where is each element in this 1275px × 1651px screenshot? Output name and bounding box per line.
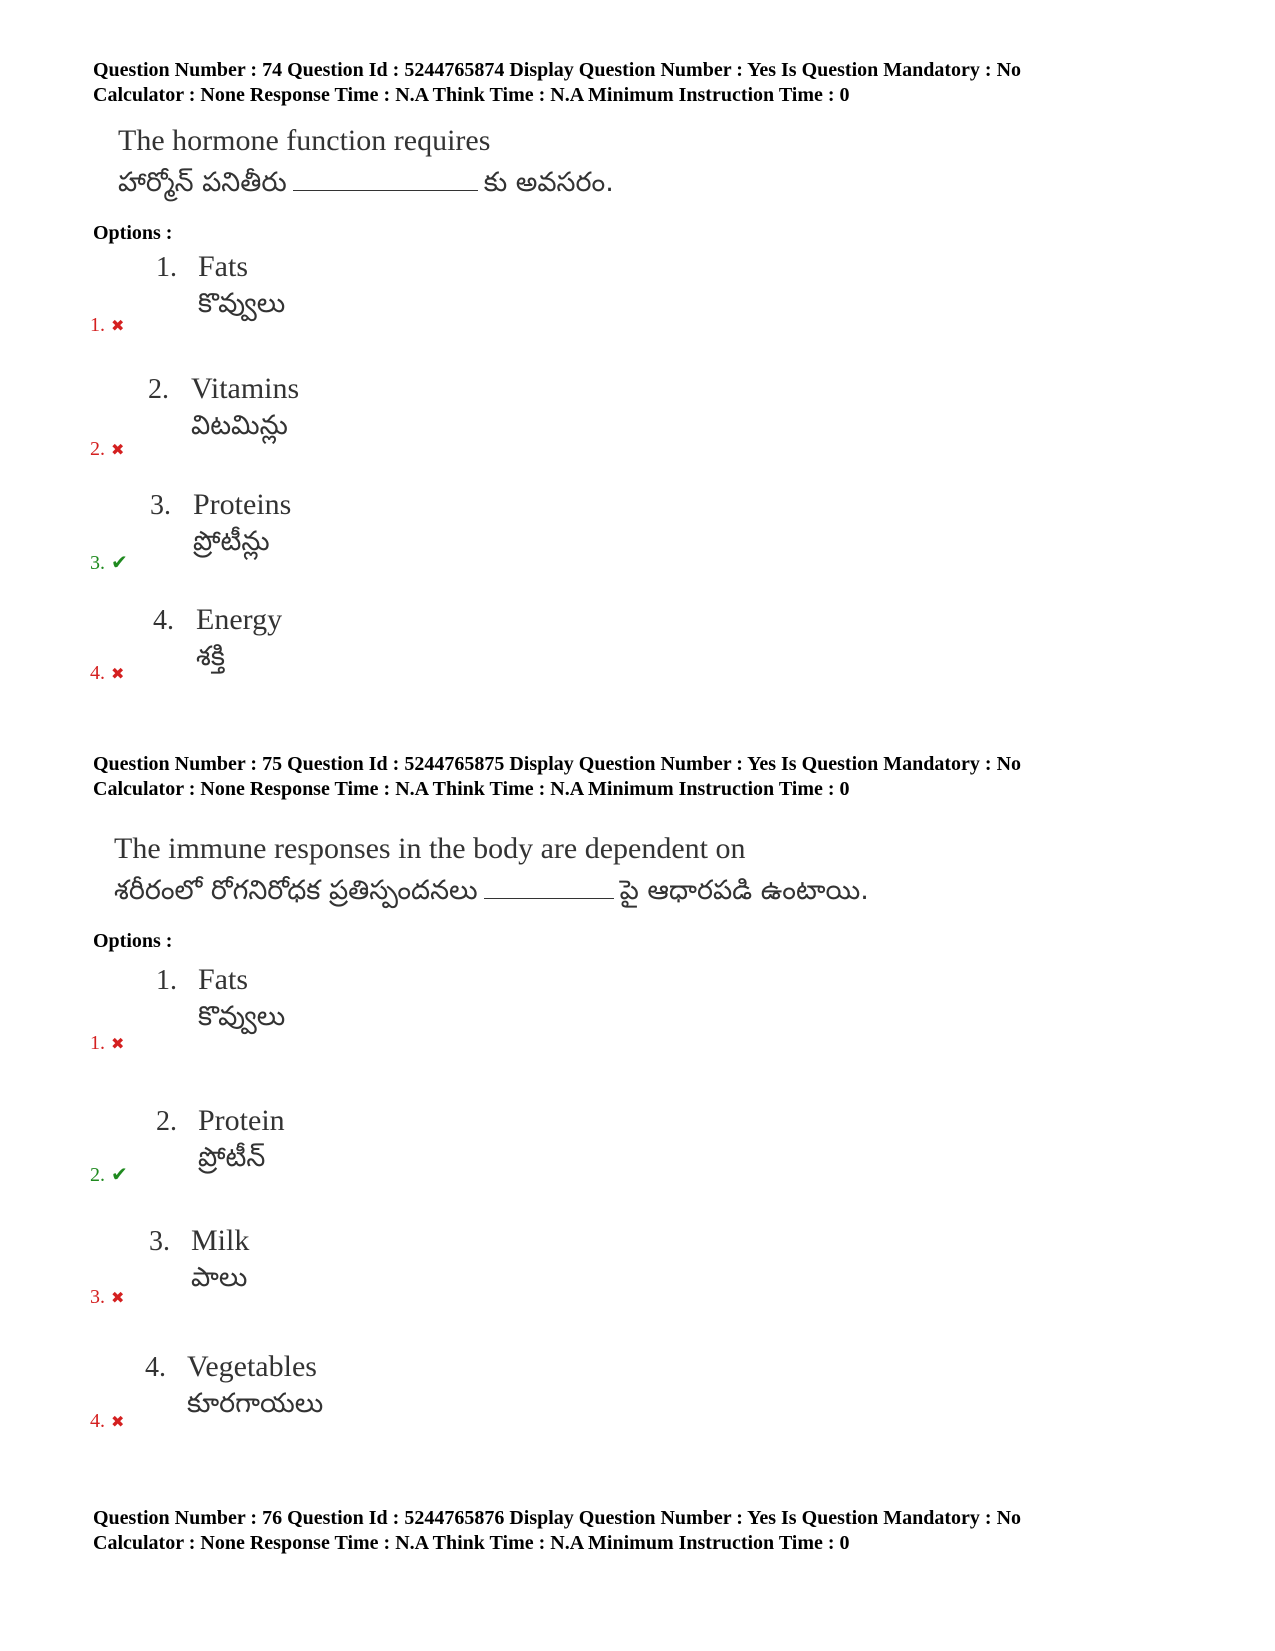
wrong-cross-icon: ✖ (111, 318, 125, 335)
option-text-telugu: కొవ్వులు (198, 1001, 286, 1032)
option-result: 2. ✖ (90, 438, 125, 460)
wrong-cross-icon: ✖ (111, 1414, 125, 1431)
answer-blank (484, 868, 614, 899)
question-74-header (93, 58, 1021, 108)
question-text-telugu-after: పై ఆధారపడి ఉంటాయి. (619, 875, 869, 906)
question-text-telugu-before: శరీరంలో రోగనిరోధక ప్రతిస్పందనలు (114, 875, 478, 906)
option-text-telugu: ప్రోటీన్ (198, 1142, 266, 1173)
wrong-cross-icon: ✖ (111, 1036, 125, 1053)
option-text-english: Fats (198, 963, 249, 996)
option-number: 1. (156, 965, 177, 996)
question-header-line2: Calculator : None Response Time : N.A Think Time : N.A Minimum Instruction Time : 0 (93, 778, 850, 800)
question-text-english: The immune responses in the body are dependent on (114, 832, 746, 865)
option-text-telugu: ప్రోటీన్లు (193, 526, 270, 557)
question-text-telugu (118, 160, 614, 202)
question-75-header (93, 752, 1021, 802)
option-text-telugu: కూరగాయలు (187, 1388, 324, 1419)
option-number: 2. (156, 1106, 177, 1137)
wrong-cross-icon: ✖ (111, 666, 125, 683)
option-result: 4. ✖ (90, 662, 125, 684)
option-result: 4. ✖ (90, 1410, 125, 1432)
question-header-line1: Question Number : 76 Question Id : 5244765876 Display Question Number : Yes Is Question Mandatory : No (93, 1507, 1022, 1529)
option-number: 4. (145, 1352, 166, 1383)
question-text-telugu-after: కు అవసరం. (483, 167, 614, 198)
option-text-english: Vitamins (191, 372, 300, 405)
question-header-line2: Calculator : None Response Time : N.A Think Time : N.A Minimum Instruction Time : 0 (93, 1532, 850, 1554)
option-number: 4. (153, 605, 174, 636)
option-number: 1. (156, 252, 177, 283)
option-number: 3. (149, 1226, 170, 1257)
wrong-cross-icon: ✖ (111, 1290, 125, 1307)
option-text-telugu: శక్తి (196, 641, 225, 672)
option-text-english: Fats (198, 250, 249, 283)
correct-check-icon: ✔ (111, 552, 128, 574)
question-text-telugu-before: హార్మోన్ పనితీరు (118, 167, 287, 198)
option-number: 2. (148, 374, 169, 405)
option-result: 3. ✖ (90, 1286, 125, 1308)
options-label: Options : (93, 222, 173, 244)
option-text-telugu: కొవ్వులు (198, 288, 286, 319)
option-result: 3. ✔ (90, 552, 128, 574)
option-result: 2. ✔ (90, 1164, 128, 1186)
question-text-telugu (114, 868, 869, 910)
option-text-telugu: విటమిన్లు (191, 410, 288, 441)
correct-check-icon: ✔ (111, 1164, 128, 1186)
options-label: Options : (93, 930, 173, 952)
question-74-text (118, 122, 614, 202)
option-text-english: Proteins (193, 488, 292, 521)
option-result: 1. ✖ (90, 314, 125, 336)
option-text-english: Milk (191, 1224, 250, 1257)
option-text-english: Energy (196, 603, 283, 636)
option-text-telugu: పాలు (191, 1262, 248, 1293)
option-number: 3. (150, 490, 171, 521)
wrong-cross-icon: ✖ (111, 442, 125, 459)
answer-blank (293, 160, 478, 191)
question-76-header (93, 1506, 1021, 1556)
question-header-line2: Calculator : None Response Time : N.A Think Time : N.A Minimum Instruction Time : 0 (93, 84, 850, 106)
option-text-english: Vegetables (187, 1350, 317, 1383)
option-result: 1. ✖ (90, 1032, 125, 1054)
question-header-line1: Question Number : 75 Question Id : 5244765875 Display Question Number : Yes Is Question Mandatory : No (93, 753, 1022, 775)
question-text-english: The hormone function requires (118, 124, 491, 157)
question-75-text (114, 830, 869, 910)
option-text-english: Protein (198, 1104, 285, 1137)
question-header-line1: Question Number : 74 Question Id : 5244765874 Display Question Number : Yes Is Question Mandatory : No (93, 59, 1022, 81)
